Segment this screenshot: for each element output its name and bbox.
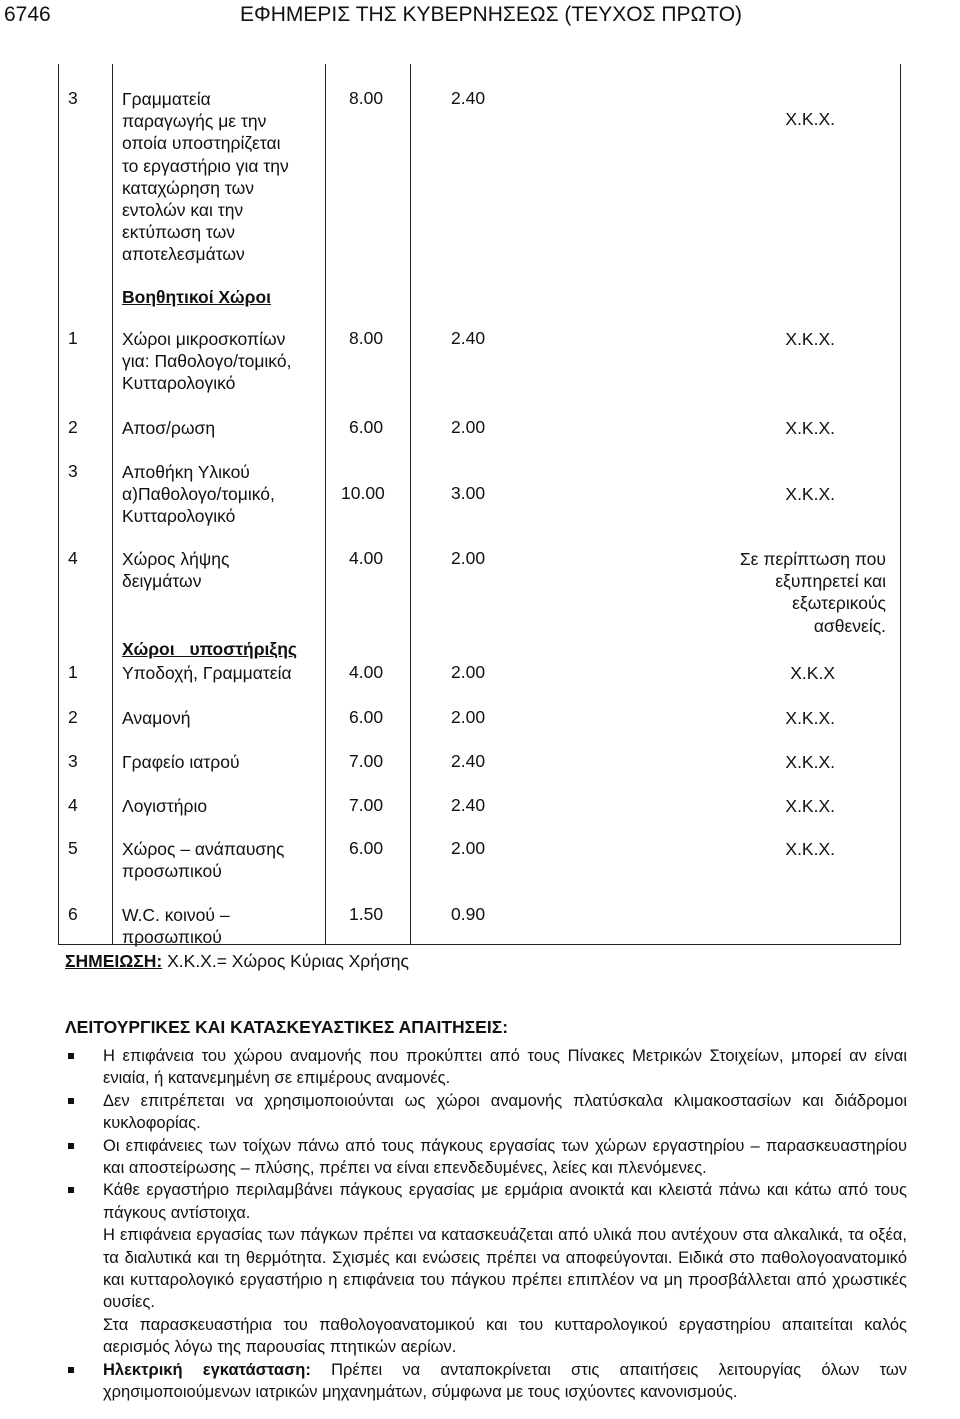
description-line: το εργαστήριο για την [122,155,289,176]
description-line: Υποδοχή, Γραμματεία [122,663,292,683]
requirement-item [65,1314,907,1359]
remarks-line: Χ.Κ.Χ. [785,484,835,504]
remarks-line: Χ.Κ.Χ. [785,329,835,349]
row-remarks [785,417,835,439]
requirement-heading: Ηλεκτρική εγκατάσταση: [103,1360,311,1379]
row-remarks [785,328,835,350]
requirement-item [65,1045,907,1090]
row-number: 3 [68,88,78,108]
row-height: 2.00 [451,707,486,727]
row-number: 5 [68,838,78,858]
requirement-item [65,1224,907,1314]
row-remarks [785,707,835,729]
row-number: 3 [68,751,78,771]
table-border-left [58,64,59,944]
row-height: 2.40 [451,328,486,348]
description-line: Χώρος λήψης [122,549,230,569]
note-text: Χ.Κ.Χ.= Χώρος Κύριας Χρήσης [162,951,409,971]
bullet-icon [68,1367,74,1373]
description-line: α)Παθολογο/τομικό, [122,484,275,505]
bullet-icon [68,1143,74,1149]
row-description [122,662,292,684]
row-area: 4.00 [349,662,384,682]
remarks-line: Χ.Κ.Χ. [785,418,835,438]
row-number: 1 [68,328,78,348]
requirement-item [65,1090,907,1135]
description-line: παραγωγής με την [122,111,267,132]
description-line: δειγμάτων [122,571,202,592]
page-number: 6746 [4,3,51,26]
requirement-text: Στα παρασκευαστήρια του παθολογοανατομικού και του κυτταρολογικού εργαστηρίου απαιτείται καλός αερισμός λόγω της παρουσίας πτητικών αερίων. [103,1315,907,1357]
row-height: 3.00 [451,483,486,503]
requirement-text: Η επιφάνεια εργασίας των πάγκων πρέπει να κατασκευάζεται από υλικά που αντέχουν στα αλκαλικά, τα οξέα, τα διαλυτικά και τη θερμότητα. Σχισμές και ενώσεις πρέπει να αποφεύγονται. Ειδικά στο παθολογοανατομικό και κυτταρολογικό εργαστήριο η επιφάνεια του πάγκου πρέπει επιπλέον να μη προσβάλλεται από χρωστικές ουσίες. [103,1226,907,1312]
row-number: 4 [68,795,78,815]
requirement-text: Δεν επιτρέπεται να χρησιμοποιούνται ως χώροι αναμονής πλατύσκαλα κλιμακοστασίων και διάδρομοι κυκλοφορίας. [103,1091,907,1133]
row-area: 10.00 [341,483,385,503]
description-line: εκτύπωση των [122,222,235,243]
row-area: 8.00 [349,328,384,348]
remarks-line: ασθενείς. [813,615,886,636]
row-area: 6.00 [349,838,384,858]
row-height: 2.40 [451,751,486,771]
description-line: Αποθήκη Υλικού [122,462,250,482]
description-line: εντολών και την [122,200,244,221]
description-line: προσωπικού [122,861,222,882]
requirement-item [65,1179,907,1224]
remarks-line: Χ.Κ.Χ. [785,109,835,129]
row-area: 7.00 [349,795,384,815]
row-area: 6.00 [349,707,384,727]
row-height: 2.00 [451,662,486,682]
section-support: Χώροι υποστήριξης [122,639,297,659]
gazette-title: ΕΦΗΜΕΡΙΣ ΤΗΣ ΚΥΒΕΡΝΗΣΕΩΣ (ΤΕΥΧΟΣ ΠΡΩΤΟ) [240,3,743,26]
remarks-line: Χ.Κ.Χ. [785,708,835,728]
description-line: Χώρος – ανάπαυσης [122,839,285,859]
row-height: 2.40 [451,88,486,108]
description-line: Αποσ/ρωση [122,418,216,438]
row-description [122,328,291,395]
bullet-icon [68,1187,74,1193]
row-height: 2.40 [451,795,486,815]
row-area: 1.50 [349,904,384,924]
row-height: 2.00 [451,548,486,568]
description-line: W.C. κοινού – [122,905,230,925]
row-height: 2.00 [451,838,486,858]
row-description [122,88,289,266]
description-line: αποτελεσμάτων [122,244,245,265]
row-remarks [790,662,835,684]
description-line: Κυτταρολογικό [122,506,236,527]
col-divider-3 [410,64,411,944]
description-line: Γραμματεία [122,89,211,109]
remarks-line: εξυπηρετεί και [775,571,886,592]
row-remarks [785,795,835,817]
description-line: προσωπικού [122,927,222,948]
row-number: 2 [68,417,78,437]
remarks-line: Σε περίπτωση που [739,549,886,569]
description-line: οποία υποστηρίζεται [122,133,281,154]
row-description [122,838,284,882]
remarks-line: Χ.Κ.Χ. [785,839,835,859]
row-description [122,548,229,592]
col-divider-2 [325,64,326,944]
row-description [122,751,240,773]
description-line: Γραφείο ιατρού [122,752,240,772]
table-border-right [900,64,901,944]
requirement-item [65,1135,907,1180]
row-number: 1 [68,662,78,682]
note-label: ΣΗΜΕΙΩΣΗ: [65,951,163,971]
row-area: 8.00 [349,88,384,108]
description-line: καταχώρηση των [122,177,254,198]
remarks-line: Χ.Κ.Χ [790,663,835,683]
row-description [122,904,230,948]
description-line: Χώροι μικροσκοπίων [122,329,286,349]
bullet-icon [68,1098,74,1104]
row-remarks [785,838,835,860]
remarks-line: εξωτερικούς [792,593,886,614]
remarks-line: Χ.Κ.Χ. [785,752,835,772]
row-height: 2.00 [451,417,486,437]
row-description [122,795,207,817]
requirement-text: Η επιφάνεια του χώρου αναμονής που προκύπτει από τους Πίνακες Μετρικών Στοιχείων, μπορεί αν είναι ενιαία, ή κατανεμημένη σε επιμέρους αναμονές. [103,1047,907,1088]
bullet-icon [68,1053,74,1059]
row-number: 2 [68,707,78,727]
row-area: 4.00 [349,548,384,568]
section-auxiliary: Βοηθητικοί Χώροι [122,287,272,307]
row-number: 4 [68,548,78,568]
requirement-text: Πρέπει να ανταποκρίνεται στις απαιτήσεις λειτουργίας όλων των χρησιμοποιούμενων ιατρικών μηχανημάτων, σύμφωνα με τους ισχύοντες κανονισμούς. [103,1360,907,1402]
row-area: 7.00 [349,751,384,771]
row-number: 6 [68,904,78,924]
requirement-text: Οι επιφάνειες των τοίχων πάνω από τους πάγκους εργασίας των χώρων εργαστηρίου – παρασκευαστηρίου και αποστείρωσης – πλύσης, πρέπει να είναι επενδεδυμένες, λείες και πλενόμενες. [103,1136,907,1178]
requirement-item [65,1359,907,1404]
description-line: για: Παθολογο/τομικό, [122,351,292,372]
row-remarks [785,751,835,773]
col-divider-1 [112,64,113,944]
description-line: Λογιστήριο [122,796,208,816]
row-description [122,417,215,439]
requirements-list [65,1045,907,1404]
description-line: Αναμονή [122,708,191,728]
row-description [122,461,275,528]
table-note [65,951,409,972]
requirement-text: Κάθε εργαστήριο περιλαμβάνει πάγκους εργασίας με ερμάρια ανοικτά και κλειστά πάνω και κάτω από τους πάγκους αντίστοιχα. [103,1181,907,1222]
row-area: 6.00 [349,417,384,437]
row-number: 3 [68,461,78,481]
row-description [122,707,191,729]
row-height: 0.90 [451,904,486,924]
row-remarks [740,548,886,637]
remarks-line: Χ.Κ.Χ. [785,796,835,816]
row-remarks [785,108,835,130]
requirements-title: ΛΕΙΤΟΥΡΓΙΚΕΣ ΚΑΙ ΚΑΤΑΣΚΕΥΑΣΤΙΚΕΣ ΑΠΑΙΤΗΣΕΙΣ: [65,1017,509,1037]
row-remarks [785,483,835,505]
description-line: Κυτταρολογικό [122,373,236,394]
